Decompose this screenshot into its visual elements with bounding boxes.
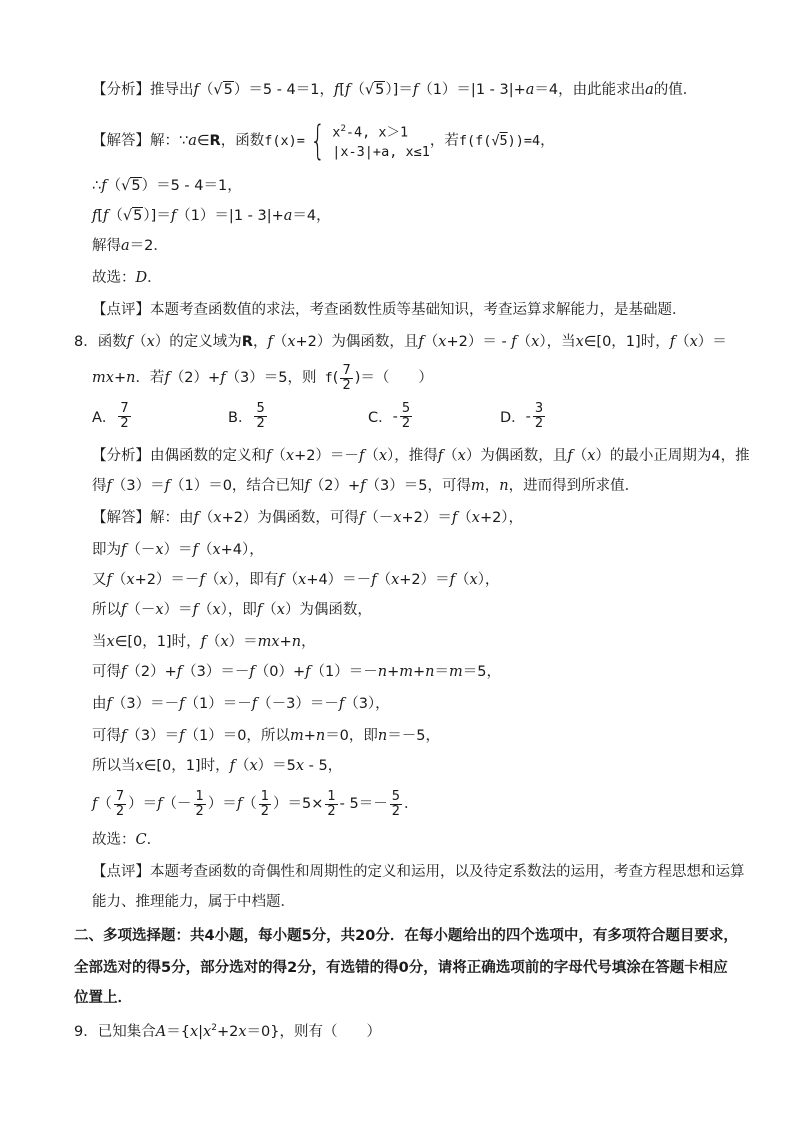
option-a[interactable]: A． $\frac{7}{2}$ xyxy=(92,401,129,431)
q8-answer-line-4: 所以f（－x）＝f（x），即f（x）为偶函数， xyxy=(92,602,372,618)
q8-answer-line-6: 可得f（2）+f（3）＝－f（0）+f（1）＝－n+m+n＝m＝5， xyxy=(92,664,501,680)
q7-choice: 故选：D． xyxy=(92,270,162,286)
option-d-fraction: $\frac{3}{2}$ xyxy=(534,401,544,431)
answer-tag: 【解答】 xyxy=(92,133,150,149)
q8-answer-line-8: 可得f（3）＝f（1）＝0，所以m+n＝0，即n＝－5， xyxy=(92,728,440,744)
analysis-tag: 【分析】 xyxy=(92,82,150,98)
q8-stem-line-2: mx + n ．若 f （2）+ f （3）＝5，则 f ( $\frac{7}{2}$ )＝（ ） xyxy=(92,362,433,393)
option-b-fraction: $\frac{5}{2}$ xyxy=(256,401,265,431)
q8-answer-line-5: 当x∈[0，1]时，f（x）＝mx+n， xyxy=(92,634,316,650)
q8-analysis-line-2: 得f（3）＝f（1）＝0，结合已知f（2）+f（3）＝5，可得m，n，进而得到所求值． xyxy=(92,478,640,494)
q8-stem-line-1: 8．函数f（x）的定义域为R，f（x+2）为偶函数，且f（x+2）＝ - f（x），当x∈[0，1]时，f（x）＝ xyxy=(74,334,727,350)
comment-text: 本题考查函数值的求法，考查函数性质等基础知识，考查运算求解能力，是基础题． xyxy=(150,302,687,318)
option-b[interactable]: B． $\frac{5}{2}$ xyxy=(228,401,265,431)
q8-answer-line-10: f （ $\frac{7}{2}$ ）＝ f （－ $\frac{1}{2}$ ）＝ f （ $\frac{1}{2}$ ）＝5× $\frac{1}{2}$ - 5＝－ $\frac{5}{2}$ ． xyxy=(92,788,419,819)
q7-analysis-line: 【分析】推导出f（√5）＝5 - 4＝1，f[f（√5）]＝f（1）＝|1 - 3|+a＝4，由此能求出a的值． xyxy=(92,82,698,98)
q7-answer-line: 【解答】 解：∵a∈R，函数 f(x)= { $x^2-4$, x＞1 |x-3|+a, x≤1 ，若 f(f(√5))=4 ， xyxy=(92,118,555,164)
sqrt-symbol: √5 xyxy=(213,82,233,98)
q8-answer-line-2: 即为f（－x）＝f（x+4）， xyxy=(92,542,264,558)
section-2-heading-line-3: 位置上． xyxy=(74,990,132,1006)
option-c-fraction: $\frac{5}{2}$ xyxy=(401,401,411,431)
piecewise-function: { $x^2-4$, x＞1 |x-3|+a, x≤1 xyxy=(309,118,430,164)
piecewise-case-2: |x-3|+a, x≤1 xyxy=(332,143,430,160)
q8-choice: 故选：C． xyxy=(92,832,162,848)
option-a-fraction: $\frac{7}{2}$ xyxy=(120,401,129,431)
q8-answer-line-3: 又f（x+2）＝－f（x），即有f（x+4）＝－f（x+2）＝f（x）， xyxy=(92,572,500,588)
q7-step-2: f[f（√5）]＝f（1）＝|1 - 3|+a＝4， xyxy=(92,208,331,224)
q7-step-1: ∴f（√5）＝5 - 4＝1， xyxy=(92,178,242,194)
q7-step-3: 解得a＝2． xyxy=(92,238,168,254)
q8-answer-line-1: 【解答】解：由f（x+2）为偶函数，可得f（－x+2）＝f（x+2）， xyxy=(92,510,524,526)
piecewise-case-1: $x^2-4$, x＞1 xyxy=(332,124,409,141)
q8-comment-line-1: 【点评】本题考查函数的奇偶性和周期性的定义和运用，以及待定系数法的运用，考查方程思想和运算 xyxy=(92,864,745,880)
section-2-heading-line-2: 全部选对的得5分，部分选对的得2分，有选错的得0分，请将正确选项前的字母代号填涂在答题卡相应 xyxy=(74,960,728,976)
comment-tag: 【点评】 xyxy=(92,302,150,318)
section-2-heading-line-1: 二、多项选择题：共4小题，每小题5分，共20分．在每小题给出的四个选项中，有多项符合题目要求， xyxy=(74,928,738,944)
q9-stem: 9．已知集合$A=\{x|x^2+2x=0\}$，则有（ ） xyxy=(74,1023,381,1040)
q8-analysis-line-1: 【分析】由偶函数的定义和f（x+2）＝－f（x），推得f（x）为偶函数，且f（x）的最小正周期为4，推 xyxy=(92,448,750,464)
q8-answer-line-7: 由f（3）＝－f（1）＝－f（－3）＝－f（3）， xyxy=(92,696,390,712)
option-d[interactable]: D． - $\frac{3}{2}$ xyxy=(500,401,544,431)
q8-comment-line-2: 能力、推理能力，属于中档题． xyxy=(92,894,295,910)
q7-comment xyxy=(92,300,687,320)
q8-answer-line-9: 所以当x∈[0，1]时，f（x）＝5x - 5， xyxy=(92,758,343,774)
option-c[interactable]: C． - $\frac{5}{2}$ xyxy=(368,401,411,431)
